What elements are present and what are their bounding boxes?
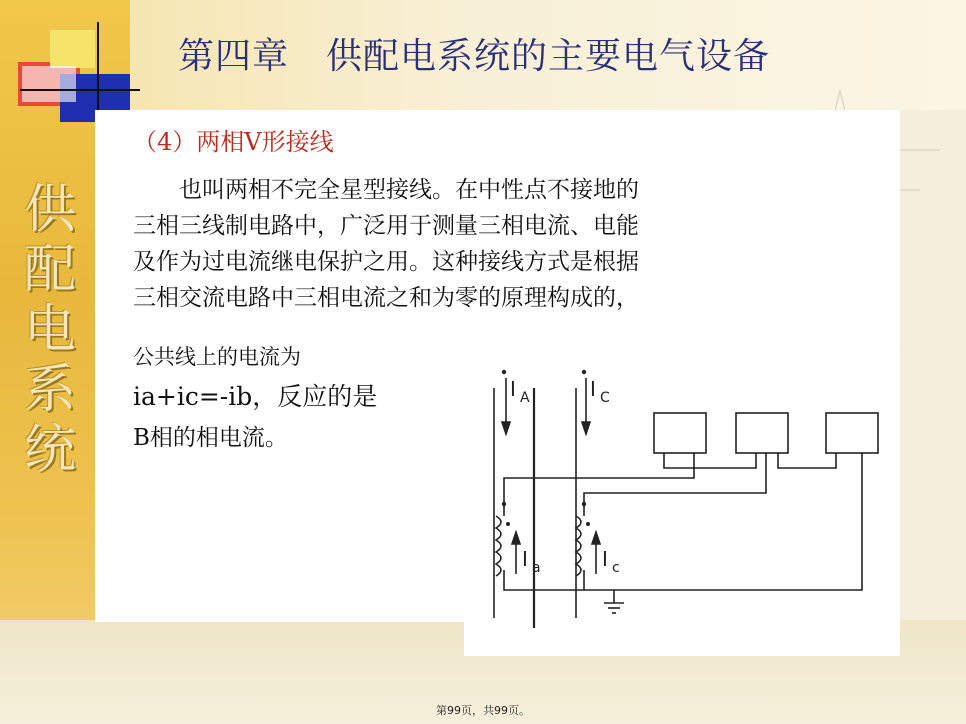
brand-char: 电 (23, 300, 76, 360)
paragraph-line: 及作为过电流继电保护之用。这种接线方式是根据 (133, 249, 639, 275)
label-IC: I (590, 377, 596, 401)
brand-char: 系 (23, 360, 76, 420)
explanation-line: ia+ic=-ib，反应的是 (133, 382, 378, 411)
wiring-diagram-svg (464, 338, 900, 656)
label-IA-sub: A (520, 390, 530, 406)
paragraph-line: 也叫两相不完全星型接线。在中性点不接地的 (133, 177, 639, 203)
instrument-box-2 (736, 413, 788, 453)
section-subtitle: （4）两相V形接线 (133, 128, 334, 156)
wiring-diagram (464, 338, 900, 656)
explanation-line: B相的相电流。 (133, 425, 288, 451)
paragraph-line: 三相三线制电路中，广泛用于测量三相电流、电能 (133, 213, 639, 239)
label-Ia-sub: a (532, 560, 541, 576)
explanation-line: 公共线上的电流为 (133, 345, 301, 369)
body-paragraph (133, 172, 833, 316)
vertical-brand (20, 180, 80, 480)
instrument-box-3 (826, 413, 878, 453)
instrument-box-1 (654, 413, 706, 453)
label-Ia: I (522, 547, 528, 571)
current-explanation (133, 343, 377, 455)
paragraph-line: 三相交流电路中三相电流之和为零的原理构成的， (133, 285, 639, 311)
label-IC-sub: C (600, 390, 610, 406)
label-Ic-sub: c (612, 560, 620, 576)
label-IA: I (510, 377, 516, 401)
label-Ic: I (602, 547, 608, 571)
page-footer: 第99页，共99页。 (436, 704, 530, 717)
brand-char: 供 (23, 180, 76, 240)
brand-char: 统 (23, 420, 76, 480)
brand-char: 配 (23, 240, 76, 300)
page-title: 第四章 供配电系统的主要电气设备 (178, 36, 771, 77)
